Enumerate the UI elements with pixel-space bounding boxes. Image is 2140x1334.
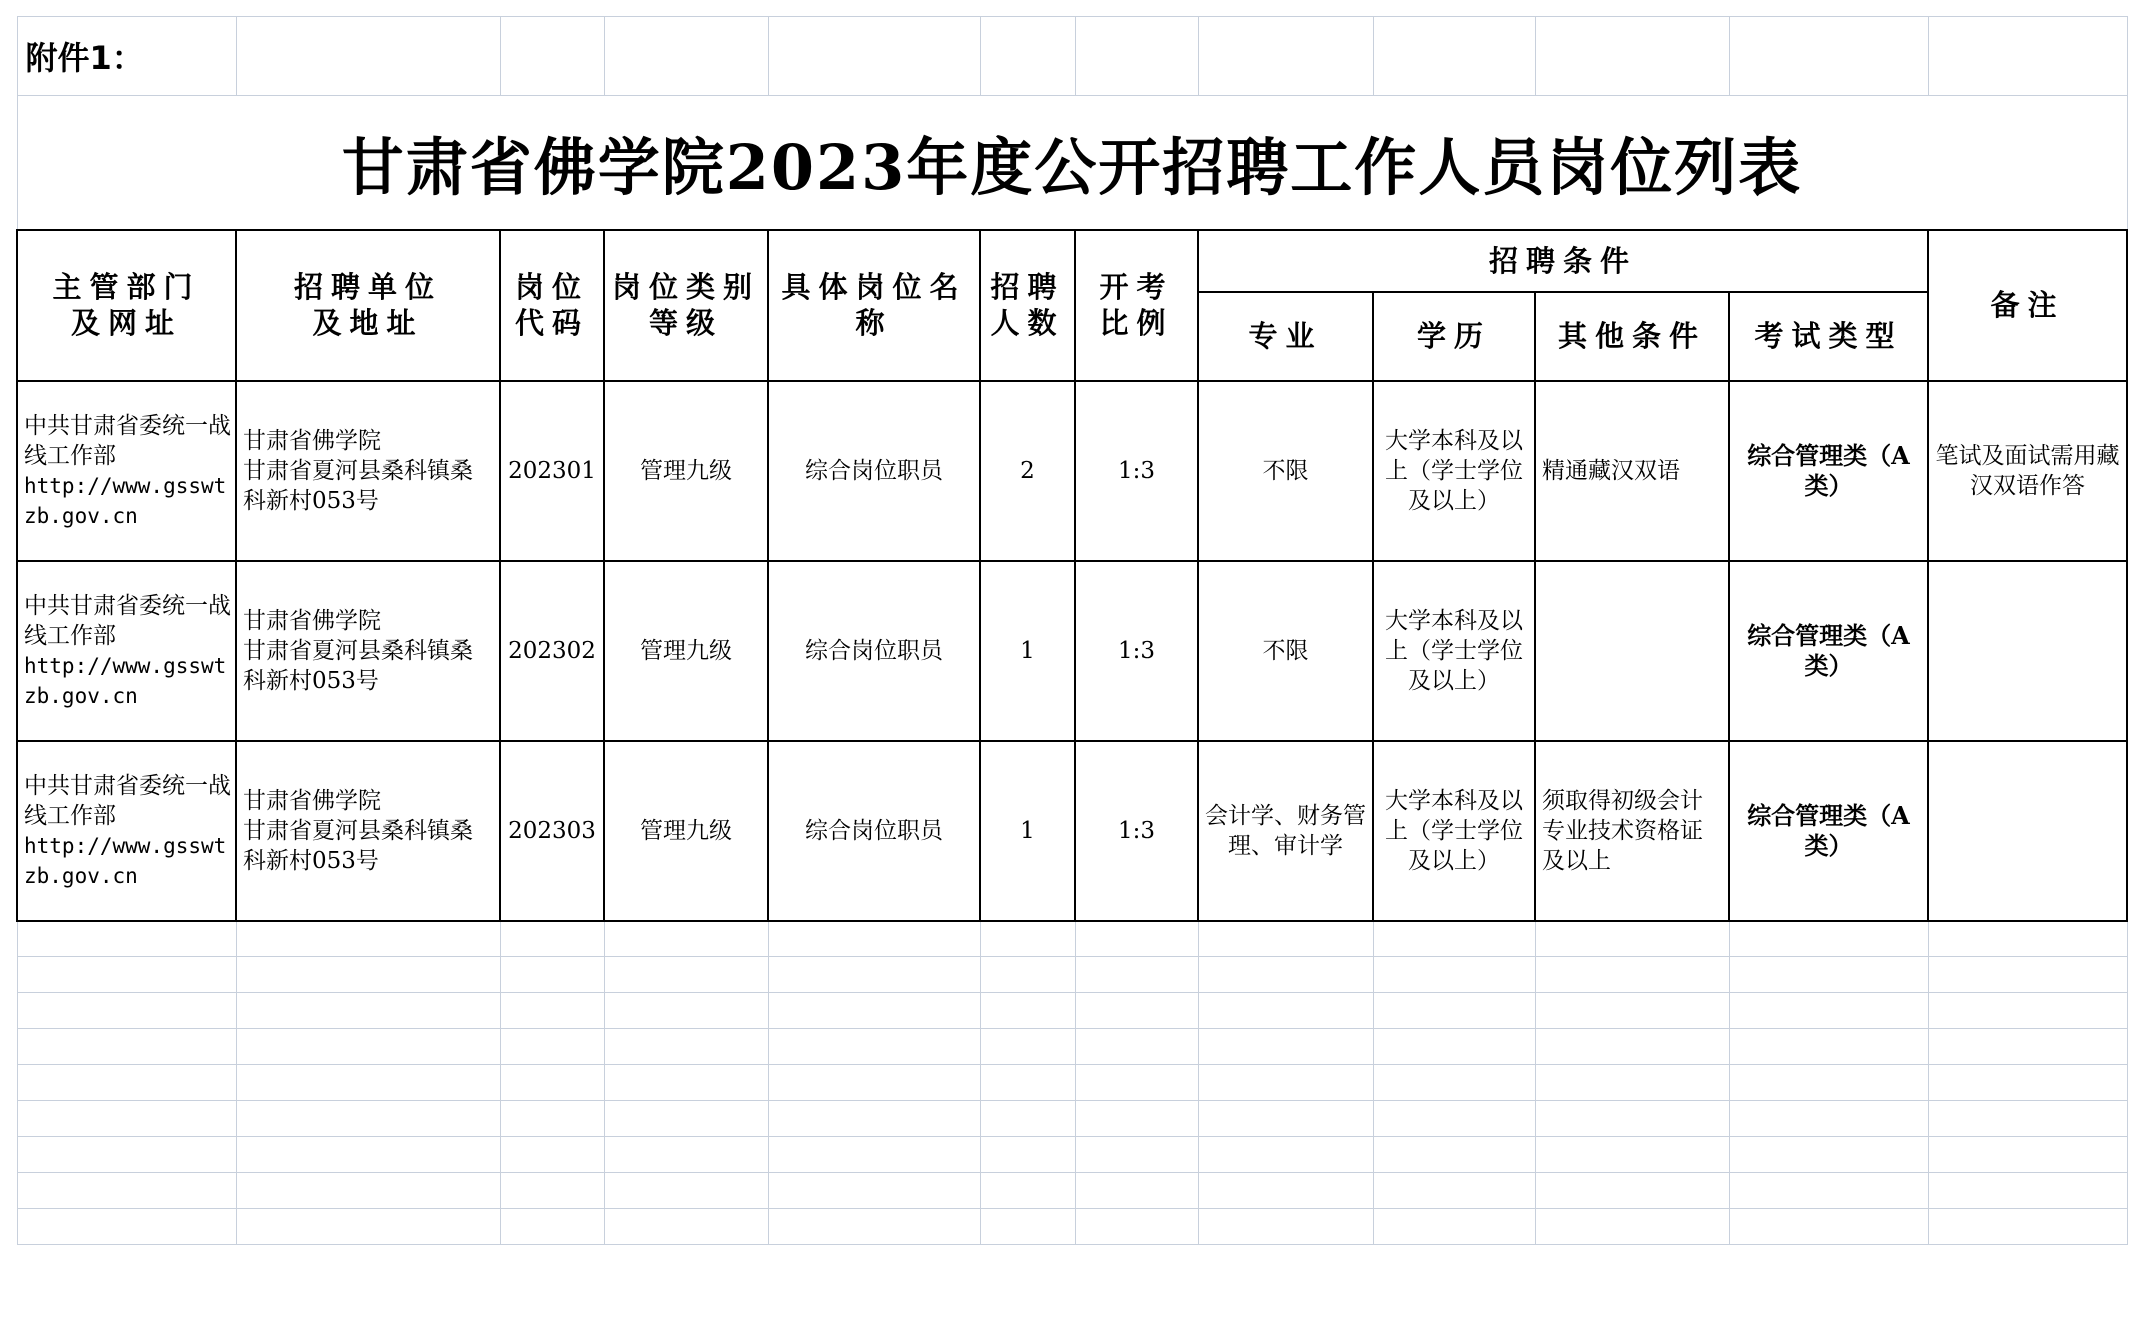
other-cell[interactable]: 精通藏汉双语 bbox=[1535, 381, 1729, 561]
empty-row bbox=[17, 1209, 2127, 1245]
header-category[interactable]: 岗位类别 等级 bbox=[604, 230, 768, 381]
empty-row bbox=[17, 1065, 2127, 1101]
unit-address: 甘肃省夏河县桑科镇桑科新村053号 bbox=[243, 457, 473, 514]
header-conditions[interactable]: 招聘条件 bbox=[1198, 230, 1928, 292]
exam-type-cell[interactable]: 综合管理类（A类） bbox=[1729, 381, 1928, 561]
education-cell[interactable]: 大学本科及以上（学士学位及以上） bbox=[1373, 381, 1535, 561]
unit-name: 甘肃省佛学院 bbox=[243, 607, 381, 634]
other-cell[interactable] bbox=[1535, 561, 1729, 741]
header-exam-type[interactable]: 考试类型 bbox=[1729, 292, 1928, 381]
table-row bbox=[17, 561, 2127, 741]
code-cell[interactable]: 202301 bbox=[500, 381, 604, 561]
count-cell[interactable]: 1 bbox=[980, 741, 1075, 921]
remarks-cell[interactable]: 笔试及面试需用藏汉双语作答 bbox=[1928, 381, 2127, 561]
dept-url: http://www.gsswtzb.gov.cn bbox=[24, 653, 227, 708]
empty-row bbox=[17, 1173, 2127, 1209]
unit-cell[interactable] bbox=[236, 741, 500, 921]
unit-cell[interactable] bbox=[236, 561, 500, 741]
dept-url: http://www.gsswtzb.gov.cn bbox=[24, 833, 227, 888]
ratio-cell[interactable]: 1:3 bbox=[1075, 561, 1198, 741]
header-unit[interactable]: 招聘单位 及地址 bbox=[236, 230, 500, 381]
category-cell[interactable]: 管理九级 bbox=[604, 741, 768, 921]
unit-name: 甘肃省佛学院 bbox=[243, 427, 381, 454]
count-cell[interactable]: 2 bbox=[980, 381, 1075, 561]
category-cell[interactable]: 管理九级 bbox=[604, 381, 768, 561]
major-cell[interactable]: 不限 bbox=[1198, 381, 1373, 561]
header-code[interactable]: 岗位 代码 bbox=[500, 230, 604, 381]
empty-row bbox=[17, 1029, 2127, 1065]
header-other[interactable]: 其他条件 bbox=[1535, 292, 1729, 381]
header-remarks[interactable]: 备注 bbox=[1928, 230, 2127, 381]
header-dept[interactable]: 主管部门 及网址 bbox=[17, 230, 236, 381]
code-cell[interactable]: 202302 bbox=[500, 561, 604, 741]
dept-cell[interactable] bbox=[17, 561, 236, 741]
dept-name: 中共甘肃省委统一战线工作部 bbox=[24, 412, 231, 469]
unit-cell[interactable] bbox=[236, 381, 500, 561]
dept-cell[interactable] bbox=[17, 741, 236, 921]
exam-type-cell[interactable]: 综合管理类（A类） bbox=[1729, 741, 1928, 921]
empty-row bbox=[17, 1137, 2127, 1173]
major-cell[interactable]: 不限 bbox=[1198, 561, 1373, 741]
remarks-cell[interactable] bbox=[1928, 741, 2127, 921]
title-row bbox=[17, 96, 2127, 230]
empty-row bbox=[17, 957, 2127, 993]
page-title[interactable]: 甘肃省佛学院2023年度公开招聘工作人员岗位列表 bbox=[17, 96, 2127, 230]
position-cell[interactable]: 综合岗位职员 bbox=[768, 381, 980, 561]
header-position[interactable]: 具体岗位名 称 bbox=[768, 230, 980, 381]
unit-address: 甘肃省夏河县桑科镇桑科新村053号 bbox=[243, 817, 473, 874]
major-cell[interactable]: 会计学、财务管理、审计学 bbox=[1198, 741, 1373, 921]
ratio-cell[interactable]: 1:3 bbox=[1075, 741, 1198, 921]
header-major[interactable]: 专业 bbox=[1198, 292, 1373, 381]
category-cell[interactable]: 管理九级 bbox=[604, 561, 768, 741]
dept-name: 中共甘肃省委统一战线工作部 bbox=[24, 592, 231, 649]
table-row bbox=[17, 741, 2127, 921]
header-ratio[interactable]: 开考 比例 bbox=[1075, 230, 1198, 381]
header-row-1 bbox=[17, 230, 2127, 292]
header-education[interactable]: 学历 bbox=[1373, 292, 1535, 381]
education-cell[interactable]: 大学本科及以上（学士学位及以上） bbox=[1373, 561, 1535, 741]
empty-row bbox=[17, 921, 2127, 957]
dept-url: http://www.gsswtzb.gov.cn bbox=[24, 473, 227, 528]
position-cell[interactable]: 综合岗位职员 bbox=[768, 561, 980, 741]
exam-type-cell[interactable]: 综合管理类（A类） bbox=[1729, 561, 1928, 741]
empty-row bbox=[17, 1101, 2127, 1137]
dept-name: 中共甘肃省委统一战线工作部 bbox=[24, 772, 231, 829]
count-cell[interactable]: 1 bbox=[980, 561, 1075, 741]
empty-row bbox=[17, 993, 2127, 1029]
recruitment-table bbox=[16, 16, 2128, 1245]
attachment-row bbox=[17, 17, 2127, 96]
education-cell[interactable]: 大学本科及以上（学士学位及以上） bbox=[1373, 741, 1535, 921]
code-cell[interactable]: 202303 bbox=[500, 741, 604, 921]
attachment-label[interactable]: 附件1： bbox=[17, 17, 236, 96]
ratio-cell[interactable]: 1:3 bbox=[1075, 381, 1198, 561]
dept-cell[interactable] bbox=[17, 381, 236, 561]
header-count[interactable]: 招聘 人数 bbox=[980, 230, 1075, 381]
other-cell[interactable]: 须取得初级会计专业技术资格证及以上 bbox=[1535, 741, 1729, 921]
unit-name: 甘肃省佛学院 bbox=[243, 787, 381, 814]
unit-address: 甘肃省夏河县桑科镇桑科新村053号 bbox=[243, 637, 473, 694]
table-row bbox=[17, 381, 2127, 561]
position-cell[interactable]: 综合岗位职员 bbox=[768, 741, 980, 921]
remarks-cell[interactable] bbox=[1928, 561, 2127, 741]
